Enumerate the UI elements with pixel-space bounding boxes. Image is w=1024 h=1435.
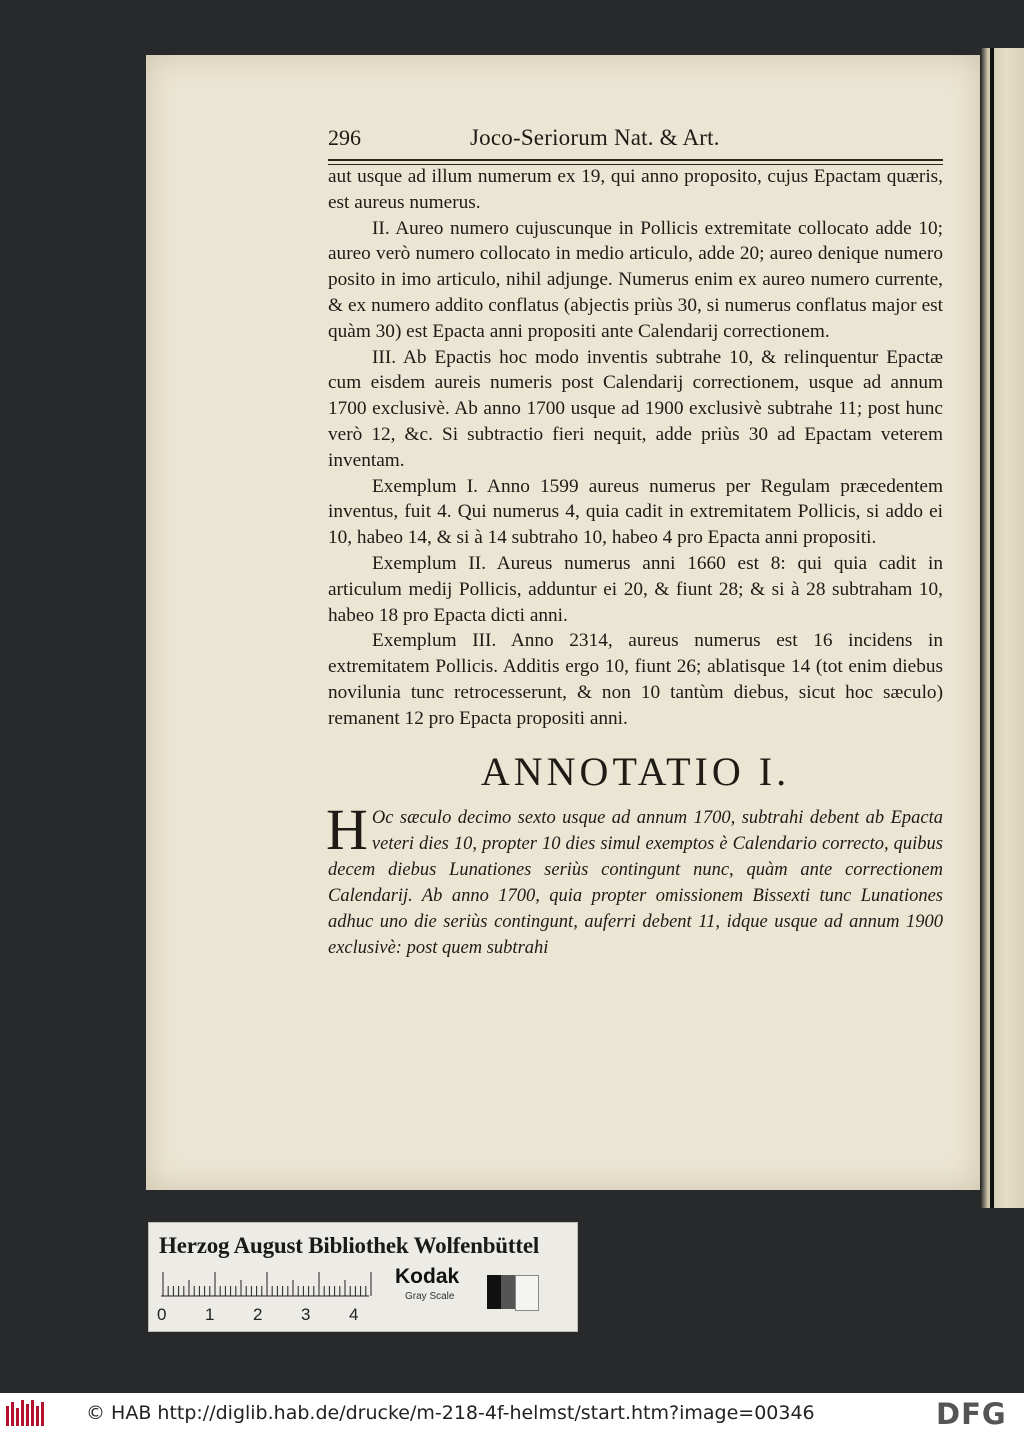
page-header: [328, 125, 943, 161]
body-text: [328, 164, 943, 732]
copyright-url[interactable]: © HAB http://diglib.hab.de/drucke/m-218-4f-helmst/start.htm?image=00346: [86, 1402, 815, 1424]
paragraph: Exemplum I. Anno 1599 aureus numerus per Regulam præcedentem inventus, fuit 4. Qui numerus 4, quia cadit in extremitatem Pollicis, si addo ei 10, habeo 14, & si à 14 subtraho 10, habeo 4 pro Epacta anni propositi.: [328, 475, 943, 549]
paragraph: Exemplum II. Aureus numerus anni 1660 est 8: qui quia cadit in articulum medij Pollicis, adduntur ei 20, & fiunt 28; & si à 28 subtraham 10, habeo 18 pro Epacta dicti anni.: [328, 552, 943, 626]
paragraph: III. Ab Epactis hoc modo inventis subtrahe 10, & relinquentur Epactæ cum eisdem aureis numeris post Calendarij correctionem, usque ad annum 1700 exclusivè. Ab anno 1700 usque ad 1900 exclusivè subtrahe 11; post hunc verò 12, &c. Si subtractio fieri nequit, adde priùs 30 ad Epactam veterem inventam.: [328, 346, 943, 471]
color-reference-card: [148, 1222, 578, 1332]
page-content: [328, 125, 943, 961]
drop-cap: H: [326, 796, 368, 862]
paragraph: II. Aureo numero cujuscunque in Pollicis extremitate collocato adde 10; aureo verò numero collocato in medio articulo, adde 20; aureo denique numero posito in imo articulo, nihil adjunge. Numerus enim ex aureo numero currente, & ex numero addito conflatus (abjectis priùs 30, si numerus conflatus major est quàm 30) est Epacta anni propositi ante Calendarij correctionem.: [328, 217, 943, 342]
viewer-footer: [0, 1393, 1024, 1435]
ruler-number: 4: [349, 1305, 359, 1324]
ruler-number: 1: [205, 1305, 215, 1324]
page-number: 296: [328, 125, 361, 150]
gray-swatch-light: [515, 1275, 539, 1311]
dfg-logo[interactable]: DFG: [936, 1397, 1007, 1431]
ruler-number: 0: [157, 1305, 167, 1324]
kodak-logo: Kodak: [395, 1265, 460, 1288]
ruler-numbers: [157, 1305, 397, 1325]
gray-swatch-black: [487, 1275, 501, 1309]
adjacent-page-edge: [980, 48, 1024, 1208]
book-page: [146, 55, 980, 1190]
gray-scale-label: Gray Scale: [405, 1291, 455, 1302]
ruler-number: 3: [301, 1305, 311, 1324]
running-title: Joco-Seriorum Nat. & Art.: [470, 125, 720, 150]
hab-logo-icon[interactable]: [6, 1400, 48, 1428]
paragraph: Exemplum III. Anno 2314, aureus numerus est 16 incidens in extremitatem Pollicis. Additis ergo 10, fiunt 26; ablatisque 14 (tot enim diebus novilunia tunc retrocesserunt, & non 10 tantùm diebus, sicut hoc sæculo) remanent 12 pro Epacta propositi anni.: [328, 630, 943, 729]
ruler-number: 2: [253, 1305, 263, 1324]
paragraph: aut usque ad illum numerum ex 19, qui anno proposito, cujus Epactam quæris, est aureus numerus.: [328, 166, 943, 213]
annotation-heading: ANNOTATIO I.: [480, 748, 791, 794]
annotation-text-block: [326, 796, 943, 961]
gray-swatch-dark: [501, 1275, 515, 1309]
scale-ruler: [161, 1271, 381, 1297]
institution-name: Herzog August Bibliothek Wolfenbüttel: [159, 1233, 540, 1258]
annotation-text: Oc sæculo decimo sexto usque ad annum 1700, subtrahi debent ab Epacta veteri dies 10, propter 10 dies simul exemptos è Calendario correcto, quibus decem diebus Lunationes seriùs contingunt nunc, quàm ante correctionem Calendarij. Ab anno 1700, quia propter omissionem Bissexti tunc Lunationes adhuc uno die seriùs contingunt, auferri debent 11, idque usque ad annum 1900 exclusivè: post quem subtrahi: [328, 807, 943, 958]
